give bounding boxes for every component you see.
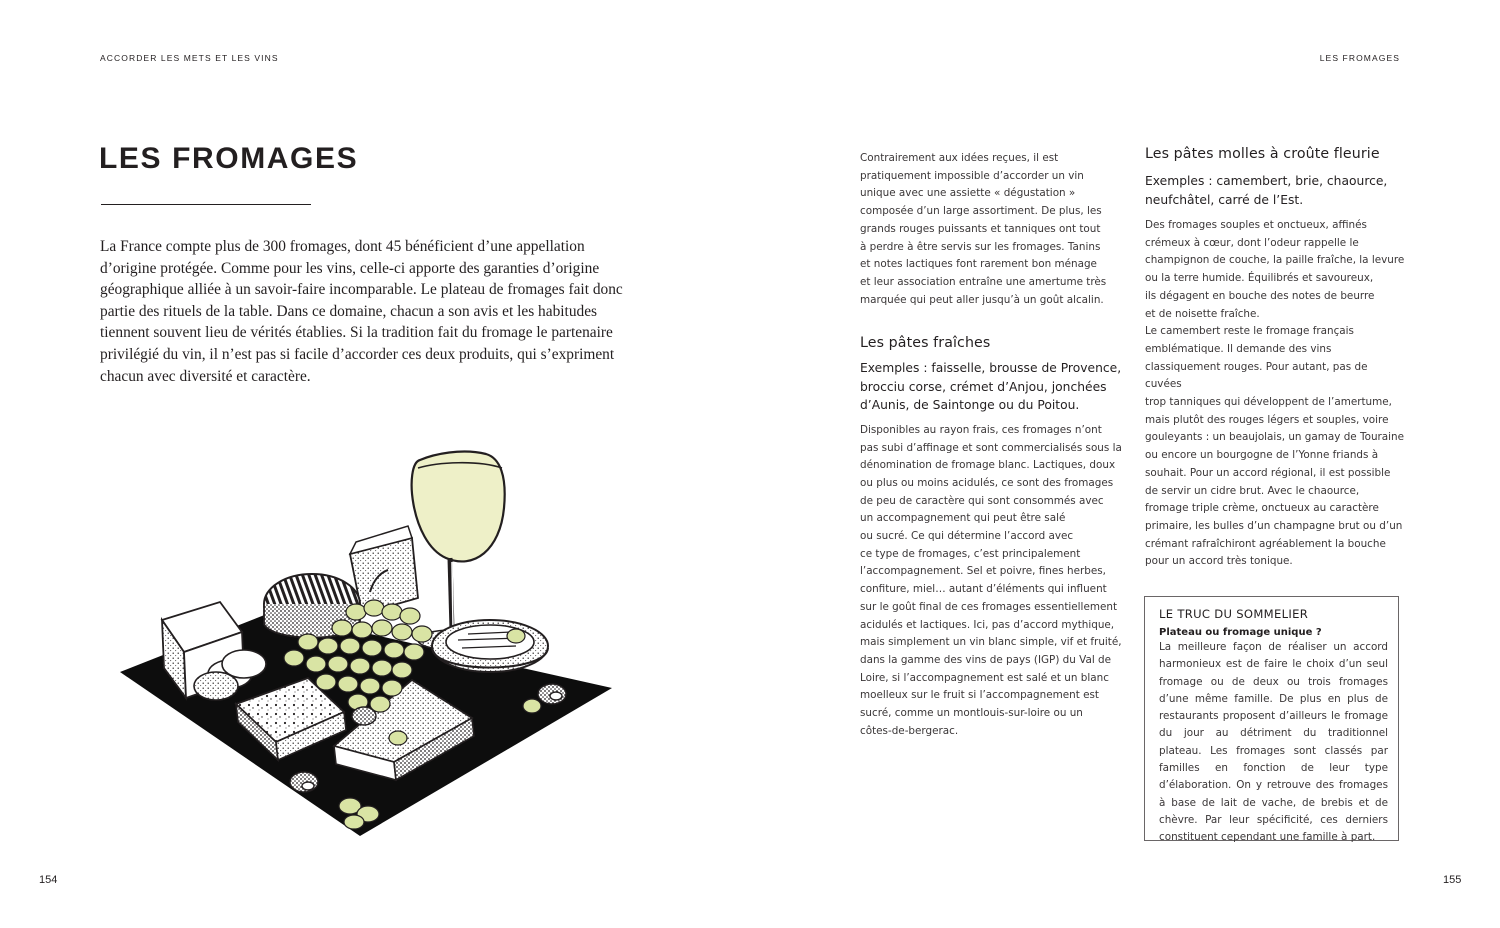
- body-bloomy-rind: Des fromages souples et onctueux, affinés crémeux à cœur, dont l’odeur rappelle le champignon de couche, la paille fraîche, la levure ou la terre humide. Équilibrés et savoureux, ils dégagent en bouche des notes de beurre et de noisette fraîche. Le camembert reste le fromage français emblématique. Il demande des vins classiquement rouges. Pour autant, pas de cuvées trop tanniques qui développent de l’amertume, mais plutôt des rouges légers et souples, voire gouleyants : un beaujolais, un gamay de Touraine ou encore un bourgogne de l’Yonne friands à souhait. Pour un accord régional, il est possible de servir un cidre brut. Avec le chaource, fromage triple crème, onctueux au caractère primaire, les bulles d’un champagne brut ou d’un crémant rafraîchiront agréablement la bouche pour un accord très tonique.: [1145, 219, 1405, 568]
- examples-bloomy-rind: Exemples : camembert, brie, chaource, neufchâtel, carré de l’Est.: [1145, 174, 1388, 207]
- cheese-platter-illustration: [112, 442, 624, 842]
- running-head-left: ACCORDER LES METS ET LES VINS: [100, 53, 279, 63]
- cheese-platter-with-wine-glass-icon: [112, 442, 624, 842]
- camembert-bowl: [432, 620, 548, 672]
- section-title-fresh-cheeses: Les pâtes fraîches: [860, 335, 991, 352]
- sommelier-tip-subtitle: Plateau ou fromage unique ?: [1159, 627, 1322, 638]
- page-number-right: 155: [1443, 874, 1462, 886]
- chapter-title: LES FROMAGES: [99, 142, 359, 175]
- examples-fresh-cheeses: Exemples : faisselle, brousse de Provence, brocciu corse, crémet d’Anjou, jonchées d’Aunis, de Saintonge ou du Poitou.: [860, 361, 1122, 413]
- sommelier-tip-text: La meilleure façon de réaliser un accord harmonieux est de faire le choix d’un seul fromage ou de deux ou trois fromages d’une même famille. De plus en plus de restaurants proposent d’ailleurs le fromage du jour au détriment du traditionnel plateau. Les fromages sont classés par familles en fonction de leur type d’élaboration. On y retrouve des fromages à base de lait de vache, de brebis et de chèvre. Par leur spécificité, ces derniers constituent cependant une famille à part.: [1159, 641, 1388, 844]
- column-right: [1145, 146, 1407, 571]
- sommelier-tip-title: LE TRUC DU SOMMELIER: [1159, 607, 1309, 621]
- section-title-bloomy-rind: Les pâtes molles à croûte fleurie: [1145, 146, 1380, 162]
- title-rule: [101, 204, 311, 205]
- intro-paragraph-right: Contrairement aux idées reçues, il est pratiquement impossible d’accorder un vin unique avec une assiette « dégustation » composée d’un large assortiment. De plus, les grands rouges puissants et tanniques ont tout à perdre à être servis sur les fromages. Tanins et notes lactiques font rarement bon ménage et leur association entraîne une amertume très marquée qui peut aller jusqu’à un goût alcalin.: [860, 152, 1107, 306]
- sommelier-tip-box: [1144, 596, 1399, 844]
- column-left: [860, 150, 1122, 740]
- intro-paragraph: La France compte plus de 300 fromages, dont 45 bénéficient d’une appellation d’origine protégée. Comme pour les vins, celle-ci apporte des garanties d’origine géographique alliée à un savoir-faire incomparable. Le plateau de fromages fait donc partie des rituels de la table. Dans ce domaine, chacun a son avis et les habitudes tiennent souvent lieu de vérités établies. Si la tradition fait du fromage le partenaire privilégié du vin, il n’est pas si facile d’accorder ces deux produits, qui s’expriment chacun avec diversité et caractère.: [100, 238, 623, 385]
- body-fresh-cheeses: Disponibles au rayon frais, ces fromages n’ont pas subi d’affinage et sont commercialisés sous la dénomination de fromage blanc. Lactiques, doux ou plus ou moins acidulés, ce sont des fromages de peu de caractère qui sont consommés avec un accompagnement qui peut être salé ou sucré. Ce qui détermine l’accord avec ce type de fromages, c’est principalement l’accompagnement. Sel et poivre, fines herbes, confiture, miel… autant d’éléments qui influent sur le goût final de ces fromages essentiellement acidulés et lactiques. Ici, pas d’accord mythique, mais simplement un vin blanc simple, vif et fruité, dans la gamme des vins de pays (IGP) du Val de Loire, si l’accompagnement est salé et un blanc moelleux sur le fruit si l’accompagnement est sucré, comme un montlouis-sur-loire ou un côtes-de-bergerac.: [860, 423, 1122, 737]
- page-number-left: 154: [39, 874, 58, 886]
- running-head-right: LES FROMAGES: [1319, 53, 1400, 63]
